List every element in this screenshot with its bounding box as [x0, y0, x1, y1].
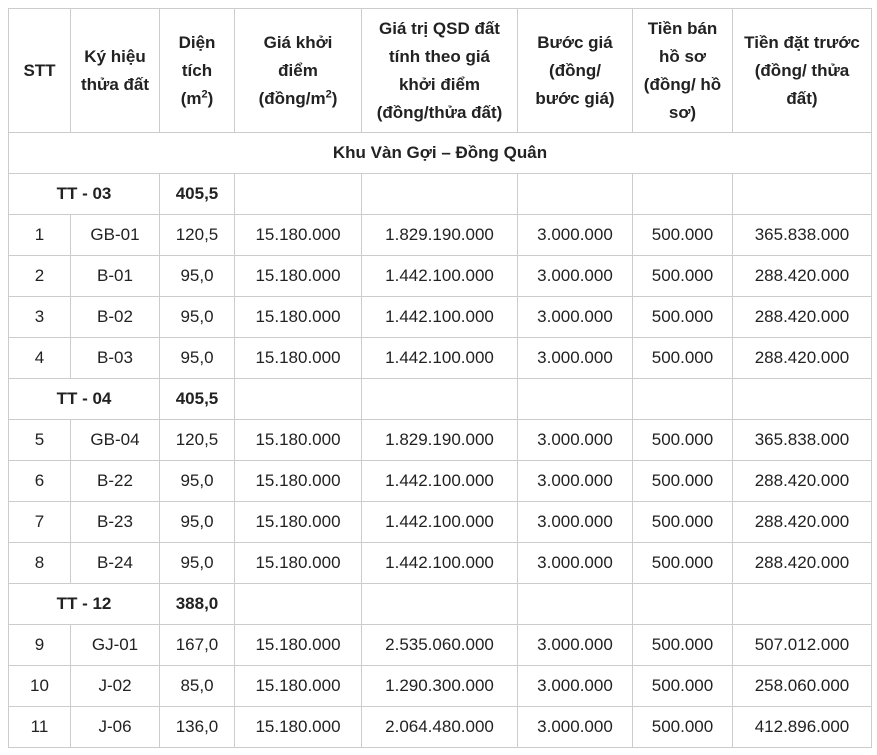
group-row [9, 584, 872, 625]
header-line: Tiền đặt trước [744, 32, 860, 52]
cell-deposit: 288.420.000 [733, 338, 872, 379]
cell-parcel-code: GJ-01 [71, 625, 160, 666]
cell-stt: 8 [9, 543, 71, 584]
empty-cell [362, 584, 518, 625]
unit-suffix: ) [207, 88, 214, 108]
empty-cell [733, 379, 872, 420]
header-area [160, 9, 235, 133]
table-row [9, 215, 872, 256]
cell-parcel-code: B-01 [71, 256, 160, 297]
cell-document-fee: 500.000 [633, 625, 733, 666]
cell-deposit: 288.420.000 [733, 256, 872, 297]
empty-cell [362, 379, 518, 420]
section-row [9, 133, 872, 174]
cell-land-value: 2.535.060.000 [362, 625, 518, 666]
table-row [9, 707, 872, 748]
group-area: 405,5 [160, 174, 235, 215]
cell-land-value: 1.442.100.000 [362, 502, 518, 543]
cell-price-step: 3.000.000 [518, 420, 633, 461]
cell-deposit: 365.838.000 [733, 215, 872, 256]
empty-cell [633, 379, 733, 420]
cell-land-value: 2.064.480.000 [362, 707, 518, 748]
table-row [9, 502, 872, 543]
cell-parcel-code: B-03 [71, 338, 160, 379]
cell-price-step: 3.000.000 [518, 666, 633, 707]
table-row [9, 666, 872, 707]
cell-price-step: 3.000.000 [518, 297, 633, 338]
table-row [9, 543, 872, 584]
header-line: Giá trị QSD đất [379, 18, 500, 38]
cell-price-step: 3.000.000 [518, 215, 633, 256]
cell-document-fee: 500.000 [633, 707, 733, 748]
group-name: TT - 12 [9, 584, 160, 625]
cell-deposit: 412.896.000 [733, 707, 872, 748]
empty-cell [518, 174, 633, 215]
header-start-price [235, 9, 362, 133]
cell-stt: 2 [9, 256, 71, 297]
cell-price-step: 3.000.000 [518, 502, 633, 543]
header-line: Giá khởi [263, 32, 333, 52]
cell-parcel-code: J-02 [71, 666, 160, 707]
cell-price-step: 3.000.000 [518, 707, 633, 748]
cell-price-step: 3.000.000 [518, 461, 633, 502]
cell-start-price: 15.180.000 [235, 215, 362, 256]
cell-parcel-code: GB-04 [71, 420, 160, 461]
header-parcel-code [71, 9, 160, 133]
cell-price-step: 3.000.000 [518, 543, 633, 584]
cell-price-step: 3.000.000 [518, 338, 633, 379]
table-row [9, 297, 872, 338]
header-unit [259, 89, 338, 108]
unit-suffix: ) [331, 88, 338, 108]
empty-cell [633, 174, 733, 215]
header-line: bước giá) [535, 88, 615, 108]
header-line: (đồng/ thửa [754, 60, 850, 80]
empty-cell [733, 584, 872, 625]
group-row [9, 174, 872, 215]
cell-area: 95,0 [160, 461, 235, 502]
section-title: Khu Vàn Gợi – Đồng Quân [9, 133, 872, 174]
cell-area: 95,0 [160, 338, 235, 379]
cell-stt: 3 [9, 297, 71, 338]
cell-document-fee: 500.000 [633, 461, 733, 502]
cell-deposit: 365.838.000 [733, 420, 872, 461]
unit-prefix: (đồng/m [258, 88, 326, 108]
cell-stt: 4 [9, 338, 71, 379]
cell-stt: 6 [9, 461, 71, 502]
header-line: (đồng/ hồ [643, 74, 722, 94]
header-line: Ký hiệu [84, 46, 146, 66]
cell-parcel-code: B-02 [71, 297, 160, 338]
cell-start-price: 15.180.000 [235, 256, 362, 297]
header-line: khởi điểm [398, 74, 481, 94]
cell-document-fee: 500.000 [633, 420, 733, 461]
cell-start-price: 15.180.000 [235, 543, 362, 584]
header-line: thửa đất [80, 74, 150, 94]
cell-area: 85,0 [160, 666, 235, 707]
cell-land-value: 1.442.100.000 [362, 256, 518, 297]
header-stt [9, 9, 71, 133]
empty-cell [633, 584, 733, 625]
cell-stt: 11 [9, 707, 71, 748]
cell-parcel-code: J-06 [71, 707, 160, 748]
cell-start-price: 15.180.000 [235, 338, 362, 379]
table-row [9, 461, 872, 502]
cell-price-step: 3.000.000 [518, 256, 633, 297]
cell-document-fee: 500.000 [633, 256, 733, 297]
header-line: Diện [178, 32, 216, 52]
header-line: sơ) [668, 102, 697, 122]
cell-document-fee: 500.000 [633, 215, 733, 256]
cell-area: 95,0 [160, 297, 235, 338]
cell-stt: 9 [9, 625, 71, 666]
header-line: hồ sơ [658, 46, 707, 66]
cell-deposit: 288.420.000 [733, 461, 872, 502]
cell-deposit: 288.420.000 [733, 297, 872, 338]
cell-start-price: 15.180.000 [235, 707, 362, 748]
cell-stt: 5 [9, 420, 71, 461]
group-area: 388,0 [160, 584, 235, 625]
unit-prefix: (m [180, 88, 202, 108]
cell-area: 167,0 [160, 625, 235, 666]
cell-area: 95,0 [160, 543, 235, 584]
cell-parcel-code: B-22 [71, 461, 160, 502]
cell-land-value: 1.442.100.000 [362, 461, 518, 502]
header-line: Bước giá [537, 32, 613, 52]
cell-document-fee: 500.000 [633, 502, 733, 543]
empty-cell [733, 174, 872, 215]
header-price-step [518, 9, 633, 133]
group-row [9, 379, 872, 420]
cell-deposit: 258.060.000 [733, 666, 872, 707]
cell-land-value: 1.442.100.000 [362, 297, 518, 338]
cell-start-price: 15.180.000 [235, 625, 362, 666]
header-line: tính theo giá [388, 46, 491, 66]
table-row [9, 625, 872, 666]
cell-area: 95,0 [160, 502, 235, 543]
cell-area: 120,5 [160, 420, 235, 461]
cell-land-value: 1.290.300.000 [362, 666, 518, 707]
cell-start-price: 15.180.000 [235, 502, 362, 543]
cell-start-price: 15.180.000 [235, 461, 362, 502]
cell-document-fee: 500.000 [633, 666, 733, 707]
header-line: tích [181, 60, 213, 80]
header-row [9, 9, 872, 133]
empty-cell [235, 584, 362, 625]
unit-superscript: 2 [325, 87, 332, 100]
header-line: (đồng/thửa đất) [376, 102, 503, 122]
header-unit [181, 89, 214, 108]
header-line: STT [23, 60, 56, 80]
cell-price-step: 3.000.000 [518, 625, 633, 666]
empty-cell [518, 584, 633, 625]
group-area: 405,5 [160, 379, 235, 420]
table-row [9, 338, 872, 379]
group-name: TT - 03 [9, 174, 160, 215]
header-line: (đồng/ [549, 60, 601, 80]
cell-start-price: 15.180.000 [235, 297, 362, 338]
cell-parcel-code: B-23 [71, 502, 160, 543]
cell-document-fee: 500.000 [633, 543, 733, 584]
cell-stt: 7 [9, 502, 71, 543]
cell-deposit: 507.012.000 [733, 625, 872, 666]
land-auction-table [8, 8, 872, 748]
cell-parcel-code: GB-01 [71, 215, 160, 256]
cell-stt: 10 [9, 666, 71, 707]
cell-stt: 1 [9, 215, 71, 256]
cell-land-value: 1.442.100.000 [362, 338, 518, 379]
cell-deposit: 288.420.000 [733, 543, 872, 584]
unit-superscript: 2 [201, 87, 208, 100]
cell-land-value: 1.829.190.000 [362, 420, 518, 461]
empty-cell [362, 174, 518, 215]
cell-parcel-code: B-24 [71, 543, 160, 584]
cell-land-value: 1.442.100.000 [362, 543, 518, 584]
header-line: Tiền bán [647, 18, 718, 38]
table-row [9, 256, 872, 297]
cell-document-fee: 500.000 [633, 297, 733, 338]
header-land-value [362, 9, 518, 133]
cell-document-fee: 500.000 [633, 338, 733, 379]
cell-start-price: 15.180.000 [235, 420, 362, 461]
cell-area: 95,0 [160, 256, 235, 297]
header-document-fee [633, 9, 733, 133]
empty-cell [518, 379, 633, 420]
cell-area: 120,5 [160, 215, 235, 256]
table-row [9, 420, 872, 461]
cell-start-price: 15.180.000 [235, 666, 362, 707]
empty-cell [235, 174, 362, 215]
group-name: TT - 04 [9, 379, 160, 420]
header-line: điểm [278, 60, 318, 80]
cell-land-value: 1.829.190.000 [362, 215, 518, 256]
header-line: đất) [786, 88, 818, 108]
cell-area: 136,0 [160, 707, 235, 748]
empty-cell [235, 379, 362, 420]
cell-deposit: 288.420.000 [733, 502, 872, 543]
header-deposit [733, 9, 872, 133]
